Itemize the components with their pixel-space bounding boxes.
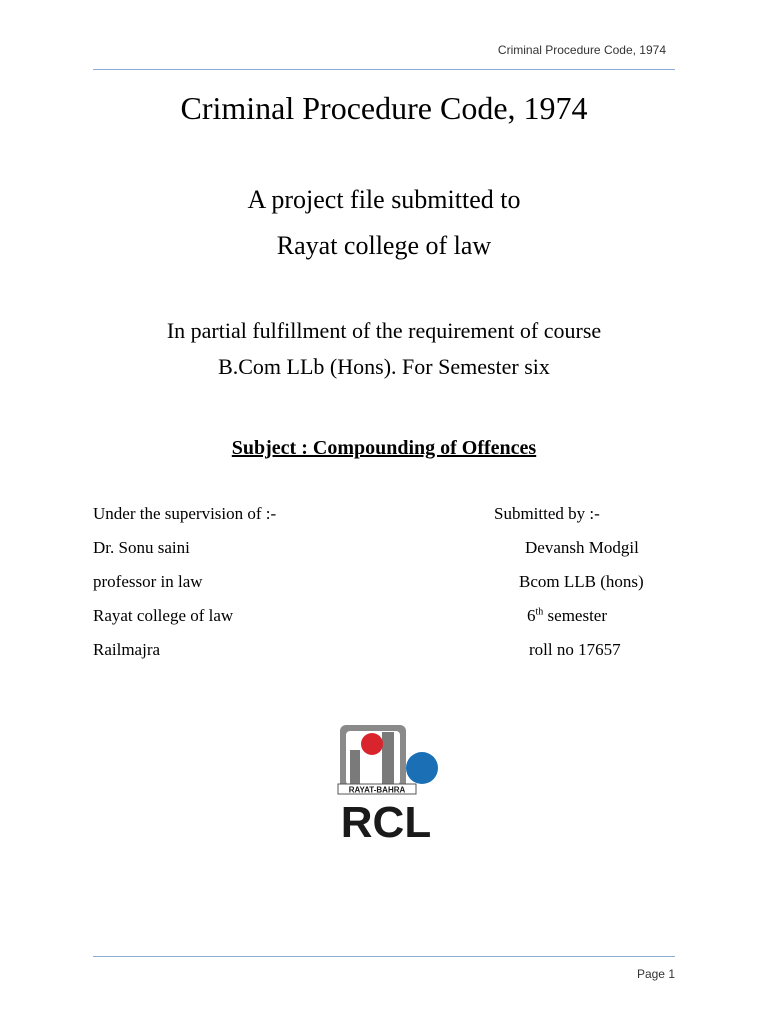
supervision-column xyxy=(93,497,276,667)
submitter-heading: Submitted by :- xyxy=(494,504,600,523)
logo-banner-text: RAYAT-BAHRA xyxy=(348,785,406,795)
semester-suffix: th xyxy=(535,606,544,618)
submitter-course: Bcom LLB (hons) xyxy=(519,572,644,591)
submitter-semester xyxy=(494,599,644,633)
footer-rule xyxy=(93,956,675,957)
submitted-to-line-1: A project file submitted to xyxy=(247,185,521,214)
fulfillment-block xyxy=(0,313,768,385)
fulfillment-line-1: In partial fulfillment of the requirement of course xyxy=(166,318,602,343)
submitted-to-line-2: Rayat college of law xyxy=(276,231,492,260)
supervisor-designation: professor in law xyxy=(93,572,203,591)
submitter-name: Devansh Modgil xyxy=(525,538,639,557)
submitted-to-block xyxy=(0,177,768,269)
submitter-roll: roll no 17657 xyxy=(529,640,621,659)
header-rule xyxy=(93,69,675,70)
semester-number: 6 xyxy=(527,606,536,625)
logo-red-circle xyxy=(361,733,383,755)
running-header-title: Criminal Procedure Code, 1974 xyxy=(497,43,666,57)
supervisor-location: Railmajra xyxy=(93,640,161,659)
rcl-logo xyxy=(330,720,442,842)
supervisor-name: Dr. Sonu saini xyxy=(93,538,190,557)
logo-blue-circle xyxy=(406,752,438,784)
supervisor-institution: Rayat college of law xyxy=(93,606,234,625)
fulfillment-line-2: B.Com LLb (Hons). For Semester six xyxy=(218,354,550,379)
logo-wordmark: RCL xyxy=(340,798,432,842)
subject-heading: Subject : Compounding of Offences xyxy=(231,437,537,459)
semester-word: semester xyxy=(543,606,608,625)
document-title: Criminal Procedure Code, 1974 xyxy=(180,90,588,126)
logo-bar-right xyxy=(382,732,394,788)
logo-bar-left xyxy=(350,750,360,788)
submitter-column xyxy=(494,497,644,667)
supervision-heading: Under the supervision of :- xyxy=(93,504,277,523)
page-number: Page 1 xyxy=(636,967,675,981)
